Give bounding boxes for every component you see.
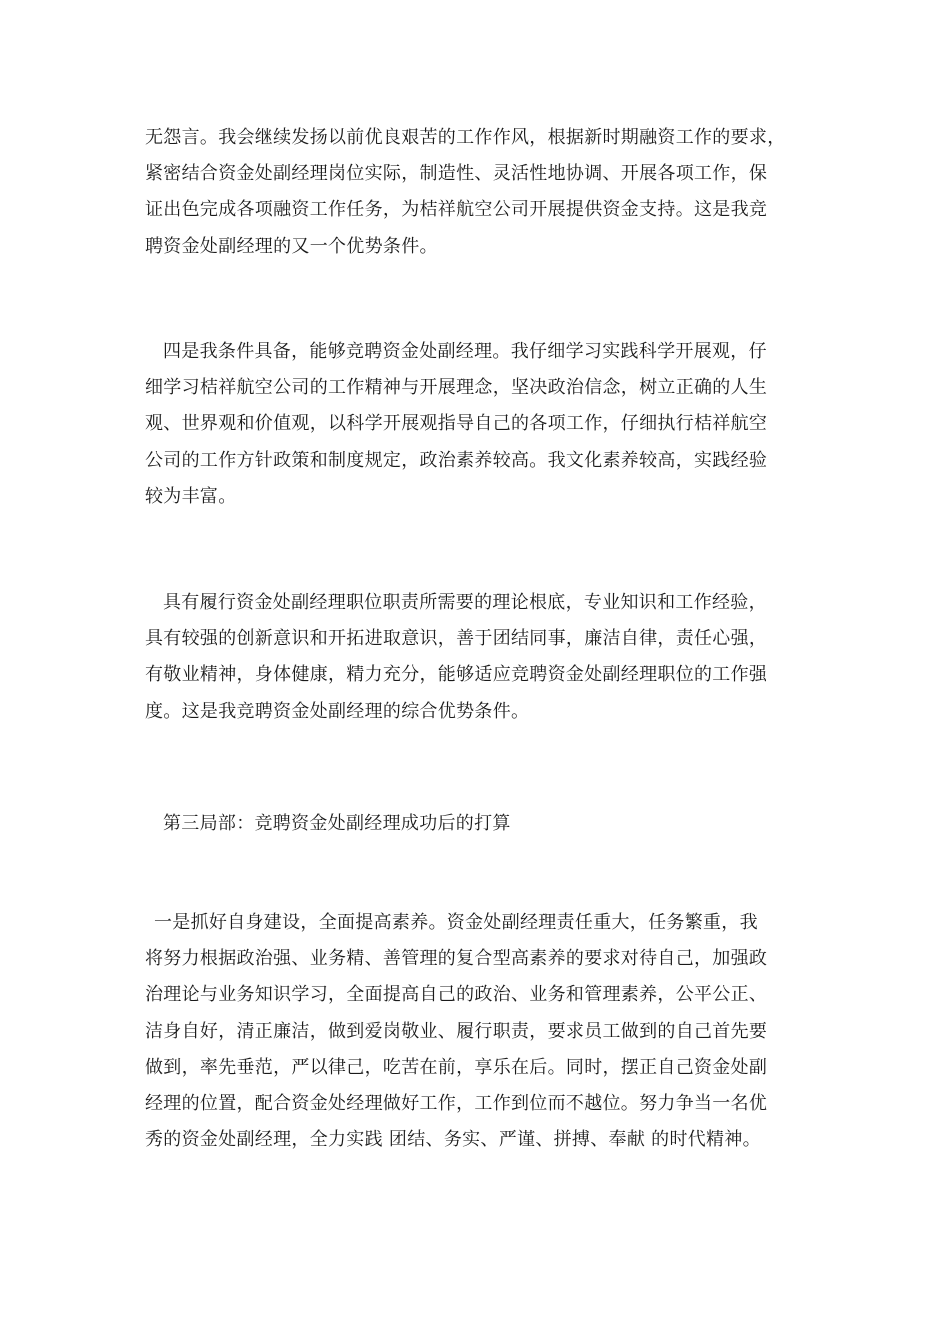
section-heading: 第三局部：竞聘资金处副经理成功后的打算 [163,813,511,834]
paragraph-line: 紧密结合资金处副经理岗位实际，制造性、灵活性地协调、开展各项工作，保 [145,163,768,185]
paragraph-line: 秀的资金处副经理，全力实践 团结、务实、严谨、拼搏、奉献 的时代精神。 [145,1129,761,1151]
paragraph-1 [145,120,810,265]
paragraph-line: 观、世界观和价值观，以科学开展观指导自己的各项工作，仔细执行桔祥航空 [145,413,768,435]
paragraph-line: 聘资金处副经理的又一个优势条件。 [145,235,438,257]
paragraph-line: 具有较强的创新意识和开拓进取意识，善于团结同事，廉洁自律，责任心强， [145,628,768,650]
paragraph-line: 度。这是我竞聘资金处副经理的综合优势条件。 [145,700,530,722]
paragraph-line: 做到，率先垂范，严以律己，吃苦在前，享乐在后。同时，摆正自己资金处副 [145,1056,768,1078]
paragraph-line: 有敬业精神，身体健康，精力充分，能够适应竞聘资金处副经理职位的工作强 [145,664,768,686]
paragraph-line: 洁身自好，清正廉洁，做到爱岗敬业、履行职责，要求员工做到的自己首先要 [145,1020,768,1042]
paragraph-line: 一是抓好自身建设，全面提高素养。资金处副经理责任重大，任务繁重，我 [154,912,758,933]
paragraph-4 [145,905,810,1158]
paragraph-line: 将努力根据政治强、业务精、善管理的复合型高素养的要求对待自己，加强政 [145,948,768,970]
paragraph-line: 无怨言。我会继续发扬以前优良艰苦的工作作风，根据新时期融资工作的要求， [145,127,786,148]
paragraph-line: 四是我条件具备，能够竞聘资金处副经理。我仔细学习实践科学开展观，仔 [163,341,767,362]
paragraph-line: 经理的位置，配合资金处经理做好工作，工作到位而不越位。努力争当一名优 [145,1092,768,1114]
paragraph-line: 治理论与业务知识学习，全面提高自己的政治、业务和管理素养，公平公正、 [145,984,768,1006]
paragraph-line: 较为丰富。 [145,485,237,507]
paragraph-line: 证出色完成各项融资工作任务，为桔祥航空公司开展提供资金支持。这是我竞 [145,199,768,221]
paragraph-line: 公司的工作方针政策和制度规定，政治素养较高。我文化素养较高，实践经验 [145,449,768,471]
paragraph-line: 具有履行资金处副经理职位职责所需要的理论根底，专业知识和工作经验， [163,592,767,613]
paragraph-line: 细学习桔祥航空公司的工作精神与开展理念，坚决政治信念，树立正确的人生 [145,377,768,399]
paragraph-2 [145,334,810,515]
paragraph-3 [145,585,810,730]
